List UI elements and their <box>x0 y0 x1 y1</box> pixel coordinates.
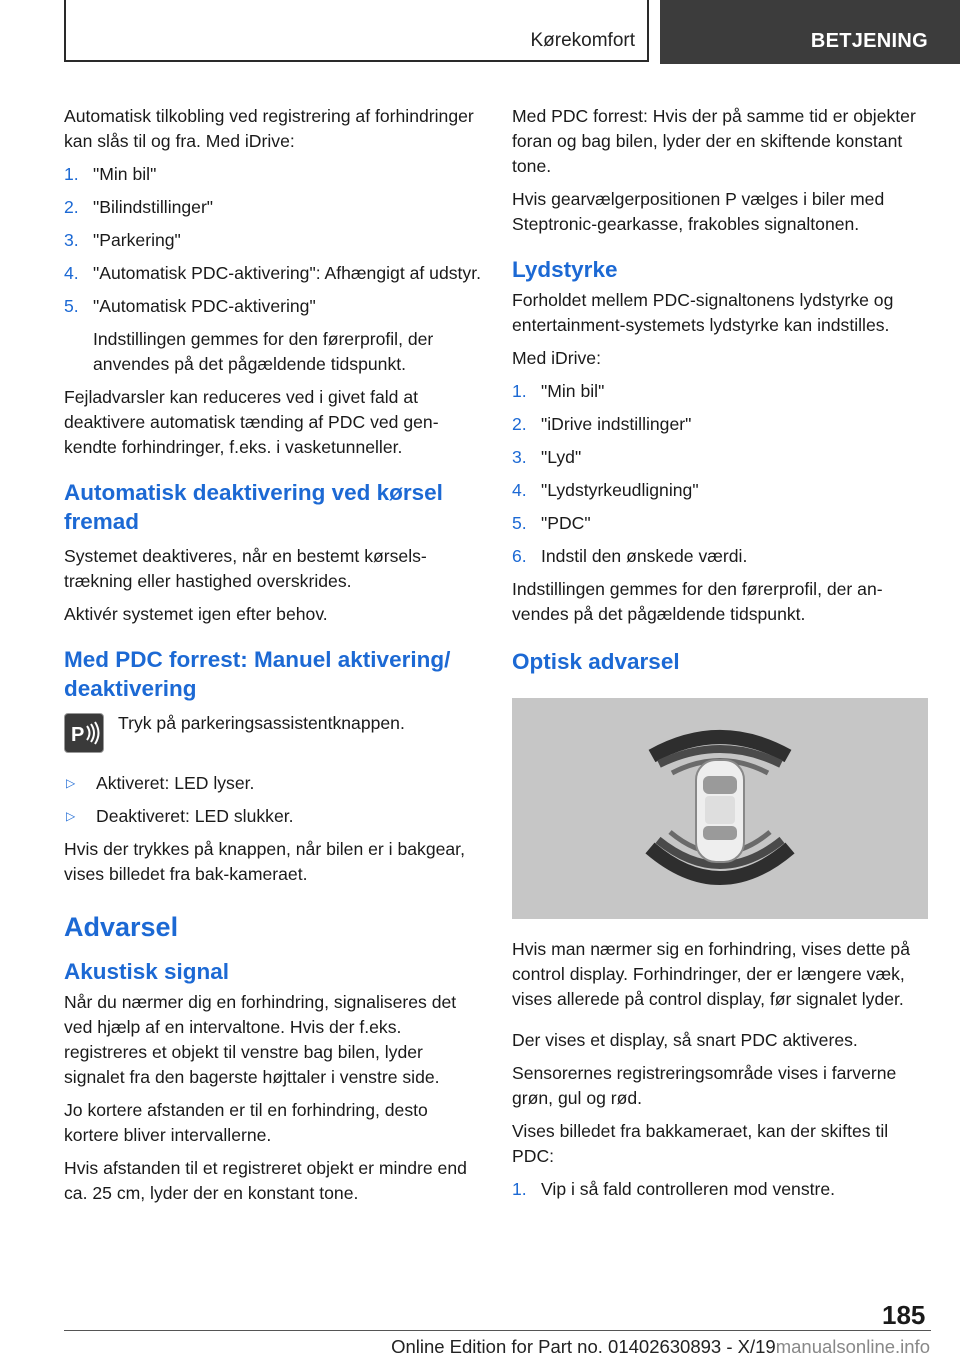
list-item: 4. "Lydstyrkeudligning" <box>512 480 699 500</box>
paragraph: Hvis man nærmer sig en forhindring, vises dette på control display. Forhindringer, der er længere væk, vises allerede på control display, før signalet lyder. <box>512 939 910 1009</box>
list-item: 5. "PDC" <box>512 513 591 533</box>
list-item: 3. "Lyd" <box>512 447 582 467</box>
paragraph: Med PDC forrest: Hvis der på samme tid er objekter foran og bag bilen, lyder der en skiftende konstant tone. <box>512 106 916 176</box>
list-item: 5. "Automatisk PDC-aktivering" Indstillingen gemmes for den førerprofil, der anvendes på det pågældende tidspunkt. <box>64 294 482 377</box>
triangle-bullet-icon: ▷ <box>66 809 76 823</box>
switch-steps-list <box>512 1177 932 1202</box>
paragraph: Sensorernes registreringsområde vises i farverne grøn, gul og rød. <box>512 1063 897 1108</box>
list-item: ▷ Deaktiveret: LED slukker. <box>64 804 482 829</box>
watermark: manualsonline.info <box>775 1336 930 1357</box>
heading-volume: Lydstyrke <box>512 257 618 282</box>
pdc-display-illustration <box>512 698 928 919</box>
footer-divider <box>64 1330 931 1331</box>
heading-optical-warning: Optisk advarsel <box>512 649 680 674</box>
paragraph: Jo kortere afstanden er til en forhindring, desto kortere bliver intervallerne. <box>64 1100 428 1145</box>
heading-warning: Advarsel <box>64 912 179 942</box>
step-note: Indstillingen gemmes for den førerprofil, der anvendes på det pågældende tidspunkt. <box>93 329 434 374</box>
list-item: 1. Vip i så fald controlleren mod venstre. <box>512 1179 836 1199</box>
footer-edition: Online Edition for Part no. 01402630893 - X/19manualsonline.info <box>391 1336 930 1357</box>
idrive-steps-list <box>64 162 482 377</box>
list-item: 1. "Min bil" <box>64 164 157 184</box>
led-status-list <box>64 771 482 829</box>
paragraph: Automatisk tilkobling ved registrering af forhindringer kan slås til og fra. Med iDrive: <box>64 106 474 151</box>
header-title-box <box>64 0 649 62</box>
button-instruction-text: Tryk på parkeringsassistentknappen. <box>118 713 405 733</box>
list-item: 4. "Automatisk PDC-aktivering": Afhængigt af udstyr. <box>64 263 481 283</box>
paragraph: Vises billedet fra bakkameraet, kan der skiftes til PDC: <box>512 1121 889 1166</box>
volume-steps-list <box>512 379 932 569</box>
paragraph: Hvis gearvælgerpositionen P vælges i biler med Steptronic-gearkasse, frakobles signaltonen. <box>512 189 885 234</box>
heading-acoustic-signal: Akustisk signal <box>64 959 230 984</box>
paragraph: Fejladvarsler kan reduceres ved i givet fald at deaktivere automatisk tænding af PDC ved genkendte forhindringer, f.eks. i vasketunneller. <box>64 387 439 457</box>
svg-text:P: P <box>71 724 85 746</box>
list-item: 2. "iDrive indstillinger" <box>512 414 692 434</box>
page-number: 185 <box>882 1300 926 1330</box>
paragraph: Systemet deaktiveres, når en bestemt kørselstrækning eller hastighed overskrides. <box>64 546 427 591</box>
park-assist-button-icon <box>64 713 104 753</box>
paragraph: Der vises et display, så snart PDC aktiveres. <box>512 1030 858 1050</box>
heading-manual-activation: Med PDC forrest: Manuel aktivering/ deaktivering <box>64 647 451 701</box>
paragraph: Forholdet mellem PDC-signaltonens lydstyrke og entertainment-systemets lydstyrke kan indstilles. <box>512 290 894 335</box>
paragraph: Hvis der trykkes på knappen, når bilen er i bakgear, vises billedet fra bak-kameraet. <box>64 839 465 884</box>
paragraph: Når du nærmer dig en forhindring, signaliseres det ved hjælp af en intervaltone. Hvis der f.eks. registreres et objekt til venstre bag bilen, lyder signalet fra den bagerste højttaler i venstre side. <box>64 992 457 1087</box>
list-item: 2. "Bilindstillinger" <box>64 197 214 217</box>
list-item: 6. Indstil den ønskede værdi. <box>512 546 748 566</box>
header-title: Kørekomfort <box>530 30 635 51</box>
paragraph: Aktivér systemet igen efter behov. <box>64 604 328 624</box>
triangle-bullet-icon: ▷ <box>66 776 76 790</box>
paragraph: Indstillingen gemmes for den førerprofil, der anvendes på det pågældende tidspunkt. <box>512 579 883 624</box>
left-column <box>64 104 482 1214</box>
header-section-tab <box>660 0 960 64</box>
right-column <box>512 104 932 1210</box>
paragraph: Hvis afstanden til et registreret objekt er mindre end ca. 25 cm, lyder der en konstant tone. <box>64 1158 467 1203</box>
list-item: 3. "Parkering" <box>64 230 181 250</box>
list-item: ▷ Aktiveret: LED lyser. <box>64 771 482 796</box>
heading-auto-deactivation: Automatisk deaktivering ved kørsel fremad <box>64 480 443 534</box>
header-section: BETJENING <box>810 30 928 52</box>
list-item: 1. "Min bil" <box>512 381 605 401</box>
paragraph: Med iDrive: <box>512 348 601 368</box>
button-instruction <box>64 711 482 753</box>
